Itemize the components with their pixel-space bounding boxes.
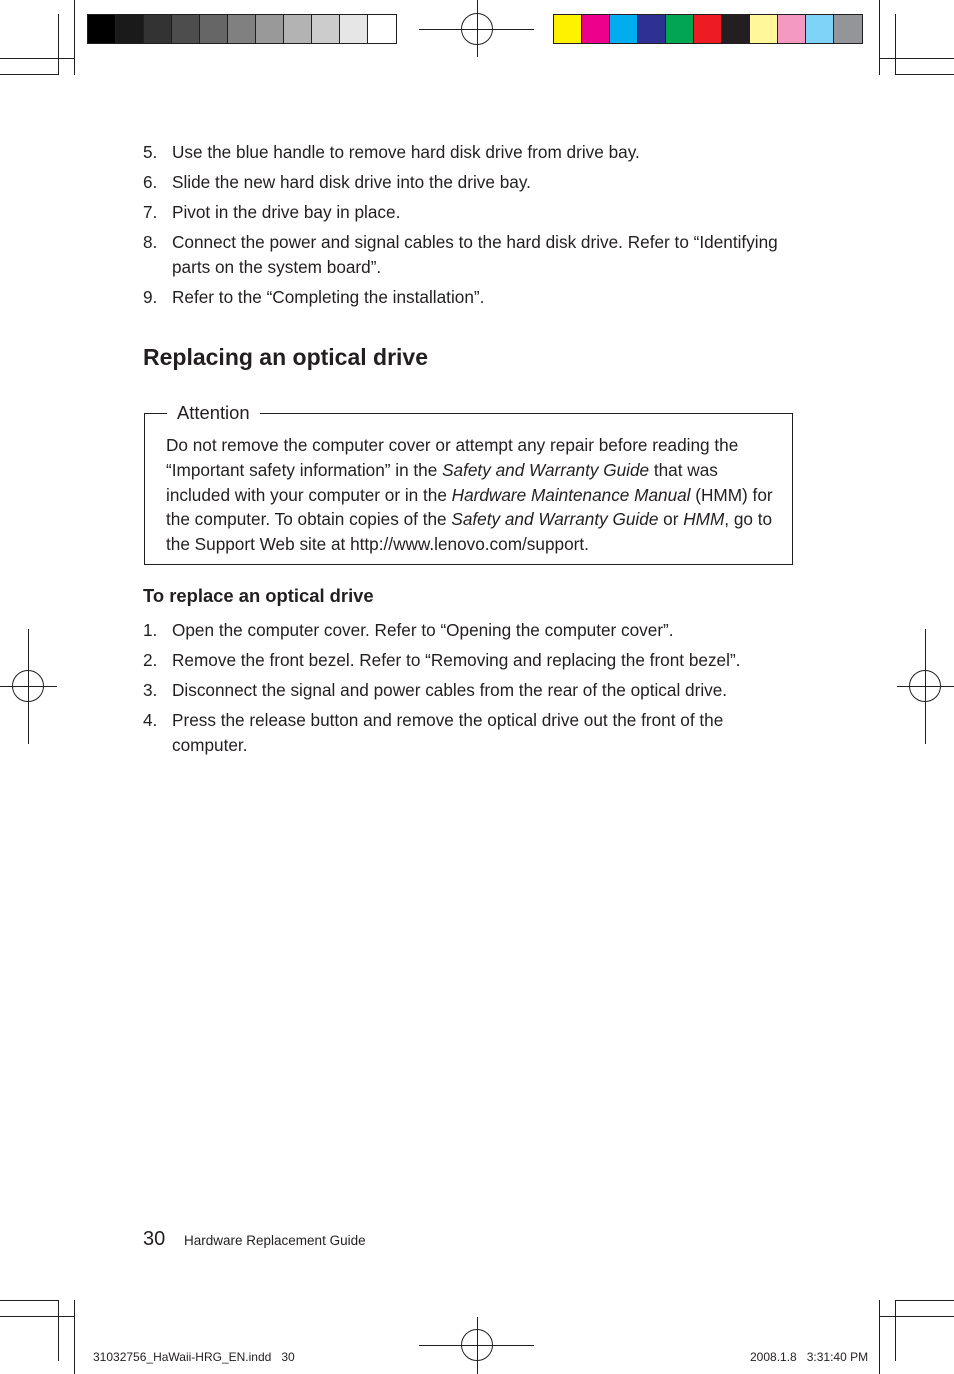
step-text: Slide the new hard disk drive into the drive bay. xyxy=(172,172,531,192)
crop-mark xyxy=(74,0,75,75)
step-number: 4. xyxy=(143,710,158,730)
list-item xyxy=(143,678,803,703)
crop-mark xyxy=(0,1316,75,1317)
gray-color-bar xyxy=(87,14,397,44)
attention-text: Do not remove the computer cover or attempt any repair before reading the “Important safety information” in the Safety and Warranty Guide that was included with your computer or in the Hardware Maintenance Manual (HMM) for the computer. To obtain copies of the Safety and Warranty Guide or HMM, go to the Support Web site at http://www.lenovo.com/support. xyxy=(166,435,773,555)
steps-list-optical-drive xyxy=(143,618,803,763)
color-swatch xyxy=(172,15,200,43)
footer-guide-title: Hardware Replacement Guide xyxy=(184,1233,366,1248)
list-item xyxy=(143,285,803,310)
page-number: 30 xyxy=(143,1228,166,1250)
step-text: Open the computer cover. Refer to “Opening the computer cover”. xyxy=(172,620,674,640)
step-text: Use the blue handle to remove hard disk drive from drive bay. xyxy=(172,142,640,162)
color-swatch xyxy=(666,15,694,43)
subsection-title: To replace an optical drive xyxy=(143,585,374,606)
step-text: Refer to the “Completing the installation”. xyxy=(172,287,485,307)
step-text: Disconnect the signal and power cables from the rear of the optical drive. xyxy=(172,680,728,700)
crop-mark xyxy=(879,0,880,75)
registration-circle-icon xyxy=(461,13,493,45)
color-swatch xyxy=(228,15,256,43)
list-item xyxy=(143,708,803,758)
step-number: 8. xyxy=(143,232,158,252)
list-item xyxy=(143,200,803,225)
color-swatch xyxy=(722,15,750,43)
step-number: 7. xyxy=(143,202,158,222)
crop-mark xyxy=(895,14,896,75)
color-swatch xyxy=(368,15,396,43)
color-swatch xyxy=(778,15,806,43)
color-swatch xyxy=(694,15,722,43)
crop-mark xyxy=(0,74,59,75)
list-item xyxy=(143,230,803,280)
list-item xyxy=(143,618,803,643)
color-swatch xyxy=(284,15,312,43)
crop-mark xyxy=(58,1300,59,1361)
color-swatch xyxy=(750,15,778,43)
attention-title: Attention xyxy=(167,401,260,425)
step-number: 3. xyxy=(143,680,158,700)
crop-mark xyxy=(895,1300,954,1301)
color-swatch xyxy=(554,15,582,43)
step-text: Connect the power and signal cables to the hard disk drive. Refer to “Identifying parts on the system board”. xyxy=(172,232,778,277)
step-text: Remove the front bezel. Refer to “Removing and replacing the front bezel”. xyxy=(172,650,741,670)
step-number: 9. xyxy=(143,287,158,307)
list-item xyxy=(143,140,803,165)
crop-mark xyxy=(879,1300,880,1374)
crop-mark xyxy=(0,1300,59,1301)
slug-date-info: 2008.1.8 3:31:40 PM xyxy=(750,1350,869,1364)
step-number: 5. xyxy=(143,142,158,162)
list-item xyxy=(143,170,803,195)
color-swatch xyxy=(582,15,610,43)
crop-mark xyxy=(879,58,954,59)
process-color-bar xyxy=(553,14,863,44)
crop-mark xyxy=(879,1316,954,1317)
step-number: 1. xyxy=(143,620,158,640)
color-swatch xyxy=(144,15,172,43)
slug-file-info: 31032756_HaWaii-HRG_EN.indd 30 xyxy=(93,1350,295,1364)
step-text: Press the release button and remove the optical drive out the front of the computer. xyxy=(172,710,724,755)
color-swatch xyxy=(610,15,638,43)
section-title: Replacing an optical drive xyxy=(143,344,429,370)
registration-circle-icon xyxy=(461,1329,493,1361)
steps-list-hard-disk xyxy=(143,140,803,315)
registration-circle-icon xyxy=(909,670,941,702)
crop-mark xyxy=(895,1300,896,1361)
list-item xyxy=(143,648,803,673)
color-swatch xyxy=(340,15,368,43)
color-swatch xyxy=(200,15,228,43)
crop-mark xyxy=(58,14,59,75)
registration-circle-icon xyxy=(12,670,44,702)
color-swatch xyxy=(256,15,284,43)
color-swatch xyxy=(834,15,862,43)
step-text: Pivot in the drive bay in place. xyxy=(172,202,401,222)
color-swatch xyxy=(638,15,666,43)
color-swatch xyxy=(312,15,340,43)
color-swatch xyxy=(116,15,144,43)
color-swatch xyxy=(88,15,116,43)
crop-mark xyxy=(0,58,75,59)
color-swatch xyxy=(806,15,834,43)
step-number: 2. xyxy=(143,650,158,670)
step-number: 6. xyxy=(143,172,158,192)
crop-mark xyxy=(895,74,954,75)
crop-mark xyxy=(74,1300,75,1374)
